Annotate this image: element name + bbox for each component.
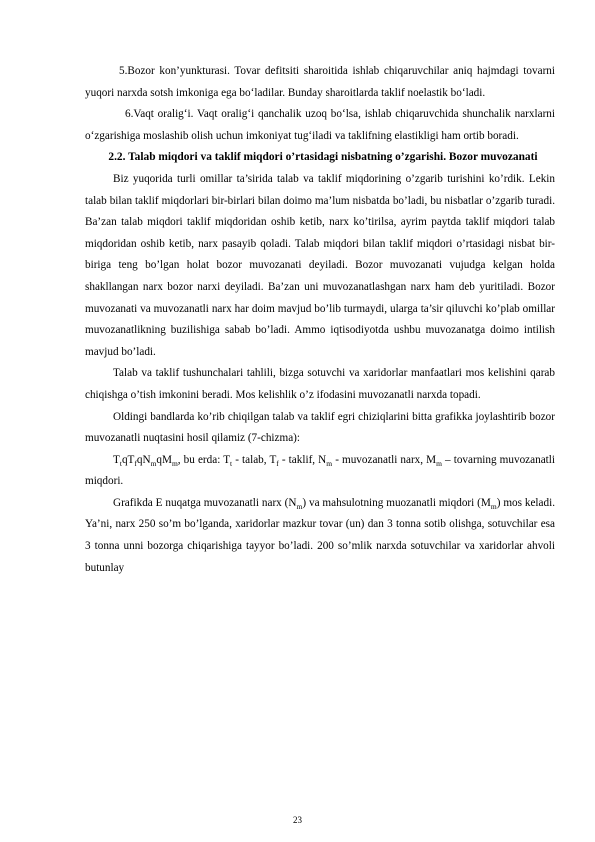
section-heading: 2.2. Talab miqdori va taklif miqdori o’rtasidagi nisbatning o’zgarishi. Bozor muvozanati bbox=[108, 151, 538, 164]
formula-text: T bbox=[113, 453, 120, 466]
paragraph-formula bbox=[85, 450, 555, 493]
subscript: m bbox=[436, 458, 442, 468]
subscript: m bbox=[326, 458, 333, 468]
subscript: t bbox=[119, 458, 122, 468]
paragraph-text: ) va mahsulotning muozanatli miqdori (M bbox=[302, 496, 491, 509]
paragraph-market-equilibrium: Biz yuqorida turli omillar ta’sirida talab va taklif miqdorining o’zgarib turishini ko’rdik. Lekin talab bilan taklif miqdorlari bir-birlari bilan doimo ma’lum nisbatda bo’ladi, bu nisbatlar o’zgarib turadi. Ba’zan talab miqdori taklif miqdoridan oshib ketib, narx ko’tirilsa, ayrim paytda taklif miqdori talab miqdoridan oshib ketib, narx pasayib qoladi. Talab miqdori bilan taklif miqdori o’rtasidagi nisbat bir-biriga teng bo’lgan holat bozor muvozanati deyiladi. Bozor muvozanati vujudga kelgan holda shakllangan narx bozor narxi deyiladi. Ba’zan uni muvozanatlashgan narx ham deb yuritiladi. Bozor muvozanati va muvozanatli narx har doim mavjud bo’lib turmaydi, ularga ta’sir qiluvchi ko’plab omillar muvozanatlikning buzilishiga sabab bo’ladi. Ammo iqtisodiyotda ushbu muvozanatga doimo intilish mavjud bo’ladi. bbox=[85, 172, 555, 358]
subscript: m bbox=[490, 502, 497, 512]
formula-text: - talab, T bbox=[232, 453, 277, 466]
formula-text: – tovarning muvozanatli miqdori. bbox=[85, 453, 555, 488]
paragraph-time-period: 6.Vaqt oralig‘i. Vaqt oralig‘i qanchalik uzoq bo‘lsa, ishlab chiqaruvchida shunchalik narxlarni o‘zgarishiga moslashib olish uchun imkoniyat tug‘iladi va taklifning elastikligi ham ortib boradi. bbox=[85, 108, 555, 142]
formula-text: qM bbox=[156, 453, 172, 466]
body-text bbox=[85, 61, 555, 579]
paragraph-supply-demand-analysis: Talab va taklif tushunchalari tahlili, bizga sotuvchi va xaridorlar manfaatlari mos kelishini qarab chiqishga o’tish imkonini beradi. Mos kelishlik o’z ifodasini muvozanatli narxda topadi. bbox=[85, 367, 555, 401]
subscript: m bbox=[171, 458, 178, 468]
formula-text: qN bbox=[136, 453, 151, 466]
paragraph-text: ) mos keladi. Ya’ni, narx 250 so’m bo’lganda, xaridorlar mazkur tovar (un) dan 3 tonna sotib olishga, sotuvchilar esa 3 tonna unni bozorga chiqarishiga tayyor bo’ladi. 200 so’mlik narxda sotuvchilar va xaridorlar ahvoli butunlay bbox=[85, 496, 555, 574]
subscript: m bbox=[296, 502, 303, 512]
formula-text: qT bbox=[121, 453, 135, 466]
formula-text: - muvozanatli narx, M bbox=[332, 453, 437, 466]
subscript: f bbox=[134, 458, 137, 468]
formula-text: , bu erda: T bbox=[177, 453, 231, 466]
paragraph-text: Grafikda E nuqatga muvozanatli narx (N bbox=[113, 496, 297, 509]
page-number: 23 bbox=[293, 815, 302, 825]
subscript: m bbox=[150, 458, 157, 468]
formula-text: - taklif, N bbox=[278, 453, 327, 466]
subscript: t bbox=[230, 458, 233, 468]
paragraph-graph-intro: Oldingi bandlarda ko’rib chiqilgan talab va taklif egri chiziqlarini bitta grafikka joylashtirib bozor muvozanatli nuqtasini hosil qilamiz (7-chizma): bbox=[85, 410, 555, 445]
paragraph-graph-explanation bbox=[85, 493, 555, 579]
paragraph-market-conjuncture: 5.Bozor kon’yunkturasi. Tovar defitsiti sharoitida ishlab chiqaruvchilar aniq hajmdagi tovarni yuqori narxda sotsh imkoniga ega bo‘ladilar. Bunday sharoitlarda taklif noelastik bo‘ladi. bbox=[85, 65, 555, 99]
subscript: f bbox=[276, 458, 279, 468]
